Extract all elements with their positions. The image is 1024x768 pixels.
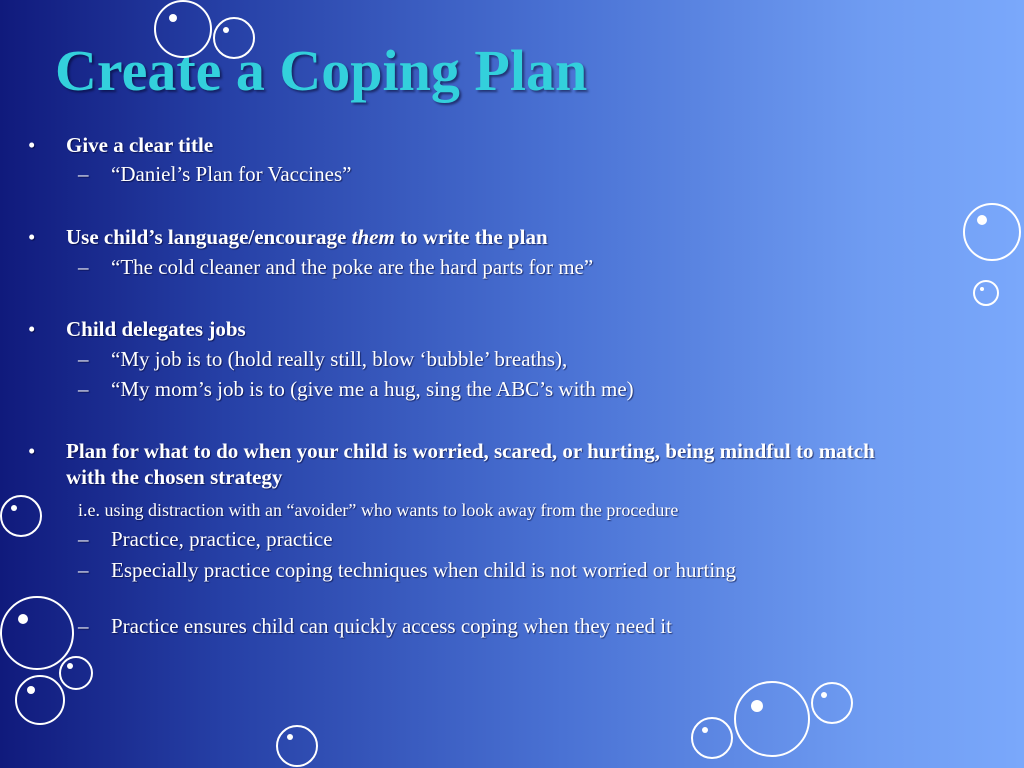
dash-glyph: – (78, 347, 89, 371)
dash-glyph: – (78, 255, 89, 279)
dash-glyph: – (78, 558, 89, 582)
bullet-text-end: to write the plan (394, 225, 548, 249)
bullet-text-start: Use child’s language/encourage (66, 225, 352, 249)
bullet-glyph: • (28, 317, 36, 341)
bullet-glyph: • (28, 133, 36, 157)
sub-text: “Daniel’s Plan for Vaccines” (111, 162, 352, 186)
bullet-glyph: • (28, 225, 36, 249)
bullet-text: Give a clear title (66, 133, 214, 157)
bullet-text: Plan for what to do when your child is worried, scared, or hurting, being mindful to match with the chosen strategy (66, 439, 875, 489)
dash-glyph: – (78, 162, 89, 186)
bullet-text-emphasis: them (351, 225, 395, 249)
sub-text: Especially practice coping techniques when child is not worried or hurting (111, 558, 737, 582)
sub-text: “The cold cleaner and the poke are the hard parts for me” (111, 255, 594, 279)
sub-text: “My job is to (hold really still, blow ‘bubble’ breaths), (111, 347, 568, 371)
dash-glyph: – (78, 377, 89, 401)
bullet-text: Child delegates jobs (66, 317, 246, 341)
bullet-text (66, 224, 886, 250)
sub-text: Practice, practice, practice (111, 527, 333, 551)
dash-glyph: – (78, 527, 89, 551)
sub-text: Practice ensures child can quickly access coping when they need it (111, 614, 672, 638)
slide-title: Create a Coping Plan (55, 38, 588, 103)
sub-text: “My mom’s job is to (give me a hug, sing the ABC’s with me) (111, 377, 634, 401)
note-text: i.e. using distraction with an “avoider” who wants to look away from the procedure (78, 500, 679, 520)
dash-glyph: – (78, 614, 89, 638)
bullet-glyph: • (28, 439, 36, 463)
